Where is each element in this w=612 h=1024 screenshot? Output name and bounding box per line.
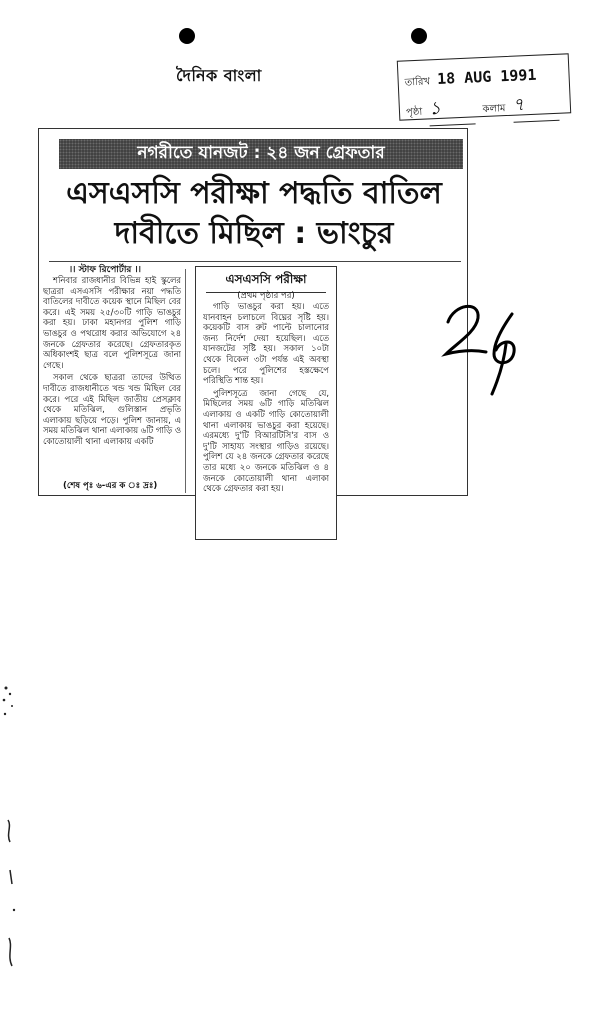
news-clipping-continuation [195, 266, 337, 540]
continuation-title: এসএসসি পরীক্ষা [206, 271, 326, 293]
continuation-paragraph: গাড়ি ভাঙচুর করা হয়। এতে যানবাহন চলাচলে বিঘ্নের সৃষ্টি হয়। কয়েকটি বাস রুট পাল্টে চালানোর জন্য নির্দেশ দেয়া হয়েছিল। এতে যানজটের সৃষ্টি হয়। সকাল ১০টা থেকে বিকেল ৩টা পর্যন্ত এই অবস্থা চলে। পরে পুলিশের হস্তক্ষেপে পরিস্থিতি শান্ত হয়। [203, 301, 329, 386]
kicker-text: নগরীতে যানজট : ২৪ জন গ্রেফতার [137, 143, 385, 163]
punch-hole-right [411, 28, 427, 44]
continuation-body-column [203, 301, 329, 533]
stamp-column-line [512, 89, 559, 123]
handwritten-page-number [440, 292, 530, 402]
continuation-subtitle: (প্রথম পৃষ্ঠার পর) [237, 291, 295, 301]
kicker-banner [59, 139, 463, 169]
article-paragraph: শনিবার রাজধানীর বিভিন্ন হাই স্কুলের ছাত্ররা এসএসসি পরীক্ষার নয়া পদ্ধতি বাতিলের দাবীতে কয়েক স্থানে মিছিল বের করে। এই সময় ২৫/৩০টি গাড়ি ভাঙচুর করা হয়। ঢাকা মহানগর পুলিশ গাড়ি ভাঙচুর ও পথরোধ করার অভিযোগে ২৪ জনকে গ্রেফতার করেছে। গ্রেফতারকৃত অধিকাংশই ছাত্র বলে পুলিশসূত্রে জানা গেছে। [43, 275, 181, 370]
newspaper-name: দৈনিক বাংলা [176, 66, 262, 85]
stamp-date-label: তারিখ [404, 76, 431, 89]
stamp-date-row [404, 66, 537, 93]
continued-note: (শেষ পৃঃ ৬-এর ক ঃ দ্রঃ) [63, 481, 158, 491]
column-divider [185, 269, 186, 493]
stamp-page-label: পৃষ্ঠা [405, 106, 423, 119]
headline-line-1: এসএসসি পরীক্ষা পদ্ধতি বাতিল [66, 176, 442, 211]
handwritten-page-number-drawing [440, 292, 530, 402]
date-stamp [397, 53, 571, 120]
binding-edge-marks [0, 670, 30, 1010]
stamp-column-value: ৭ [512, 94, 525, 116]
stamp-date-value: 18 AUG 1991 [436, 65, 537, 89]
stamp-page-line [429, 92, 476, 126]
article-paragraph: সকাল থেকে ছাত্ররা তাদের উত্থিত দাবীতে রাজধানীতে খন্ড খন্ড মিছিল বের করে। পরে এই মিছিল জাতীয় প্রেসক্লাব থেকে মতিঝিল, গুলিস্তান প্রভৃতি এলাকায় ছড়িয়ে পড়ে। পুলিশ জানায়, এ সময় মতিঝিল থানা এলাকায় ৬টি গাড়ি ও কোতোয়ালী থানা এলাকায় একটি [43, 372, 181, 446]
continuation-paragraph: পুলিশসূত্রে জানা গেছে যে, মিছিলের সময় ৬টি গাড়ি মতিঝিল এলাকায় ও একটি গাড়ি কোতোয়ালী থানা এলাকায় ভাঙচুর করা হয়েছে। এরমধ্যে দু'টি বিআরটিসি'র বাস ও দু'টি সাহায্য সংস্থার গাড়িও রয়েছে। পুলিশ যে ২৪ জনকে গ্রেফতার করেছে তার মধ্যে ২০ জনকে মতিঝিল ও ৪ জনকে কোতোয়ালী থানা এলাকা থেকে গ্রেফতার করা হয়। [203, 387, 329, 494]
byline: ।। স্টাফ রিপোর্টার ।। [69, 265, 141, 275]
headline-line-2: দাবীতে মিছিল : ভাংচুর [114, 216, 394, 251]
stamp-page-row [405, 89, 563, 128]
stamp-column-label: কলাম [482, 103, 506, 116]
punch-hole-left [179, 28, 195, 44]
article-body-column [43, 275, 181, 487]
stamp-page-value: ১ [428, 97, 442, 120]
binding-edge-marks-drawing [0, 670, 30, 1010]
